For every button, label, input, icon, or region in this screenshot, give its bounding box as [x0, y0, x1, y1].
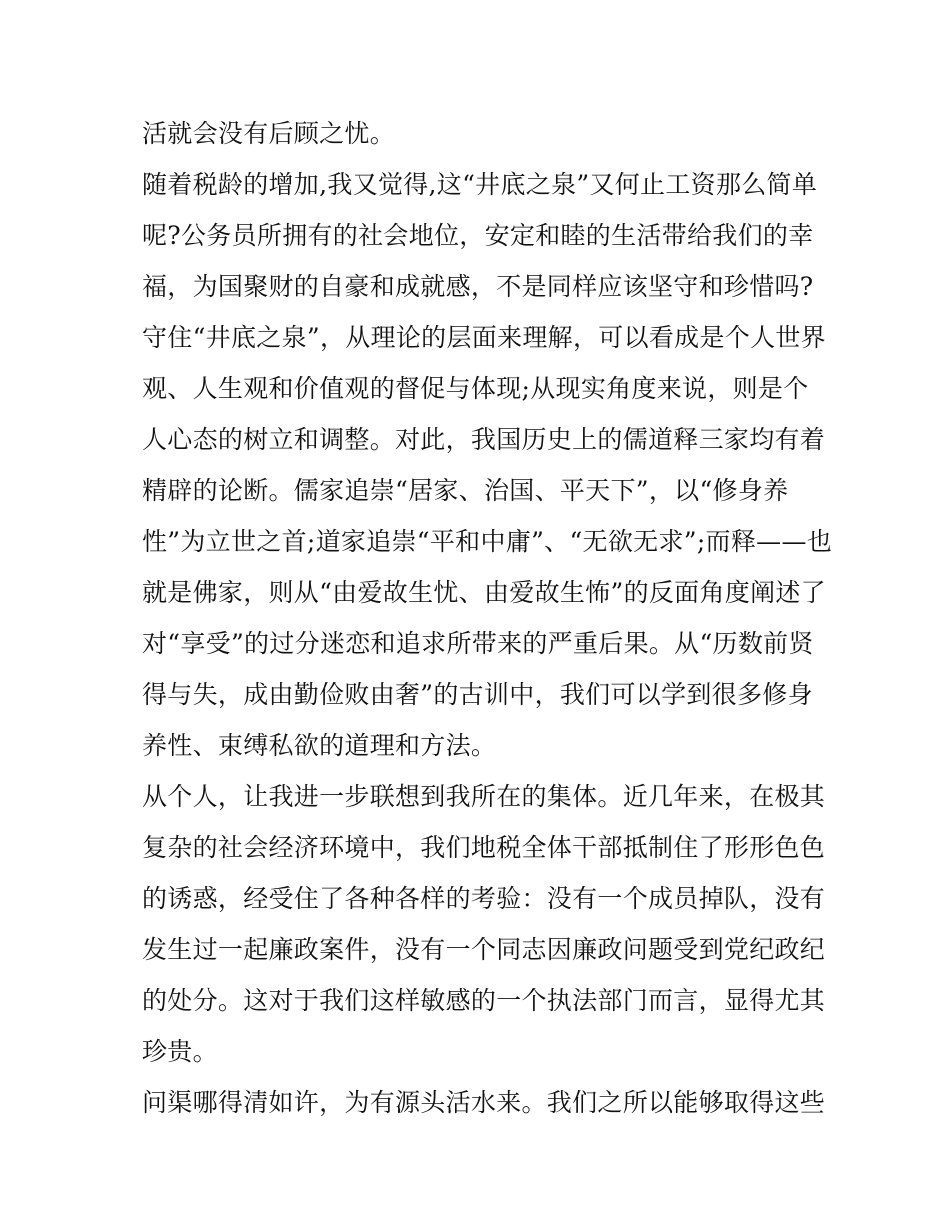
text-line: 得与失，成由勤俭败由奢”的古训中，我们可以学到很多修身 [142, 680, 813, 709]
text-line: 从个人，让我进一步联想到我所在的集体。近几年来，在极其 [142, 782, 826, 811]
text-line: 的诱惑，经受住了各种各样的考验：没有一个成员掉队，没有 [142, 884, 826, 913]
text-line: 呢?公务员所拥有的社会地位，安定和睦的生活带给我们的幸 [142, 221, 814, 250]
text-line: 的处分。这对于我们这样敏感的一个执法部门而言，显得尤其 [142, 986, 826, 1015]
text-line: 人心态的树立和调整。对此，我国历史上的儒道释三家均有着 [142, 425, 826, 454]
text-line: 性”为立世之首;道家追崇“平和中庸”、“无欲无求”;而释——也 [142, 527, 833, 556]
body-text [142, 108, 833, 1128]
text-line: 随着税龄的增加,我又觉得,这“井底之泉”又何止工资那么简单 [142, 170, 818, 199]
text-line: 养性、束缚私欲的道理和方法。 [142, 731, 497, 760]
text-line: 守住“井底之泉”，从理论的层面来理解，可以看成是个人世界 [142, 323, 826, 352]
text-line: 对“享受”的过分迷恋和追求所带来的严重后果。从“历数前贤 [142, 629, 814, 658]
text-line: 就是佛家，则从“由爱故生忧、由爱故生怖”的反面角度阐述了 [142, 578, 826, 607]
text-line: 发生过一起廉政案件，没有一个同志因廉政问题受到党纪政纪 [142, 935, 826, 964]
text-line: 观、人生观和价值观的督促与体现;从现实角度来说，则是个 [142, 374, 809, 403]
text-line: 活就会没有后顾之忧。 [142, 119, 396, 148]
text-line: 复杂的社会经济环境中，我们地税全体干部抵制住了形形色色 [142, 833, 826, 862]
text-line: 珍贵。 [142, 1037, 218, 1066]
text-line: 问渠哪得清如许，为有源头活水来。我们之所以能够取得这些 [142, 1088, 826, 1117]
text-line: 精辟的论断。儒家追崇“居家、治国、平天下”，以“修身养 [142, 476, 789, 505]
text-line: 福，为国聚财的自豪和成就感，不是同样应该坚守和珍惜吗? [142, 272, 814, 301]
